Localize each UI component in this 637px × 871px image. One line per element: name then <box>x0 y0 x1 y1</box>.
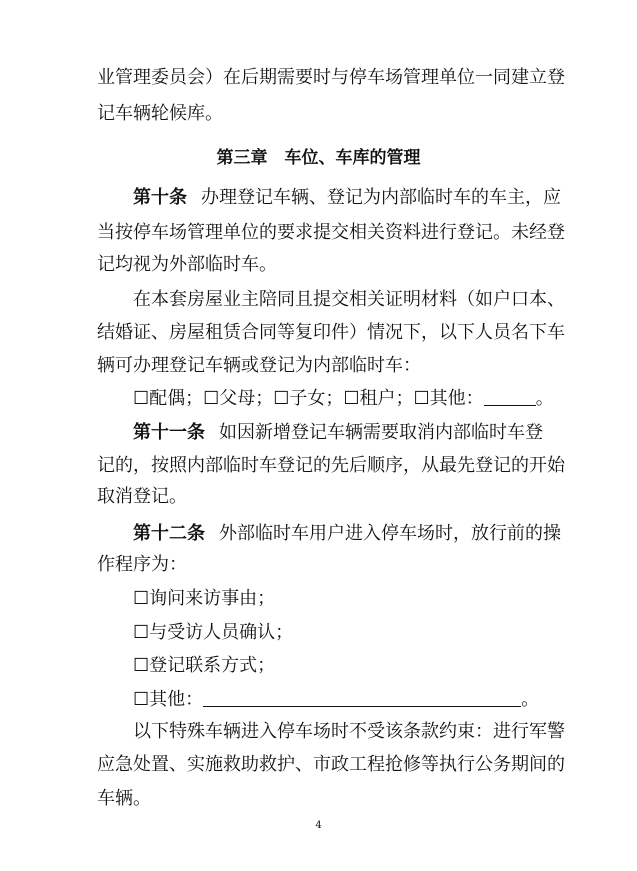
exemption-line-3: 车辆。 <box>97 788 151 809</box>
article-10-para2-line-3: 辆可办理登记车辆或登记为内部临时车： <box>97 355 421 376</box>
article-10-label: 第十条 <box>133 187 187 208</box>
continuation-line-1: 业管理委员会）在后期需要时与停车场管理单位一同建立登 <box>97 67 565 88</box>
article-10-line-1 <box>133 186 593 210</box>
relation-options-line <box>133 387 593 411</box>
procedure-other-blank <box>203 688 521 707</box>
article-12-line-2: 作程序为： <box>97 554 187 575</box>
exemption-line-1: 以下特殊车辆进入停车场时不受该条款约束：进行军警 <box>133 721 565 742</box>
continuation-line-2: 记车辆轮候库。 <box>97 103 223 124</box>
procedure-item-4-end: 。 <box>521 689 540 710</box>
article-10-para2-line-1: 在本套房屋业主陪同且提交相关证明材料（如户口本、 <box>133 289 565 310</box>
article-12-line-1 <box>133 522 593 546</box>
relation-options: ☐配偶；☐父母；☐子女；☐租户；☐其他： <box>133 388 484 409</box>
procedure-item-3: ☐登记联系方式； <box>133 655 276 676</box>
article-11-line-2: 记的，按照内部临时车登记的先后顺序，从最先登记的开始 <box>97 455 565 476</box>
procedure-item-2: ☐与受访人员确认； <box>133 622 294 643</box>
article-10-text: 办理登记车辆、登记为内部临时车的车主，应 <box>201 187 561 208</box>
exemption-line-2: 应急处置、实施救助救护、市政工程抢修等执行公务期间的 <box>97 754 565 775</box>
relation-other-blank <box>484 387 536 406</box>
article-10-line-3: 记均视为外部临时车。 <box>97 254 277 275</box>
relation-options-end: 。 <box>535 388 554 409</box>
article-11-text: 如因新增登记车辆需要取消内部临时车登 <box>219 422 543 443</box>
article-12-text: 外部临时车用户进入停车场时，放行前的操 <box>219 523 561 544</box>
procedure-item-1: ☐询问来访事由； <box>133 588 276 609</box>
article-10-line-2: 当按停车场管理单位的要求提交相关资料进行登记。未经登 <box>97 222 565 243</box>
page-number: 4 <box>315 820 322 831</box>
article-11-label: 第十一条 <box>133 422 205 443</box>
article-11-line-3: 取消登记。 <box>97 486 187 507</box>
article-11-line-1 <box>133 421 593 445</box>
article-10-para2-line-2: 结婚证、房屋租赁合同等复印件）情况下，以下人员名下车 <box>97 322 565 343</box>
procedure-item-4 <box>133 688 593 712</box>
procedure-item-4-text: ☐其他： <box>133 689 204 710</box>
article-12-label: 第十二条 <box>133 523 205 544</box>
chapter-heading: 第三章 车位、车库的管理 <box>216 148 421 168</box>
